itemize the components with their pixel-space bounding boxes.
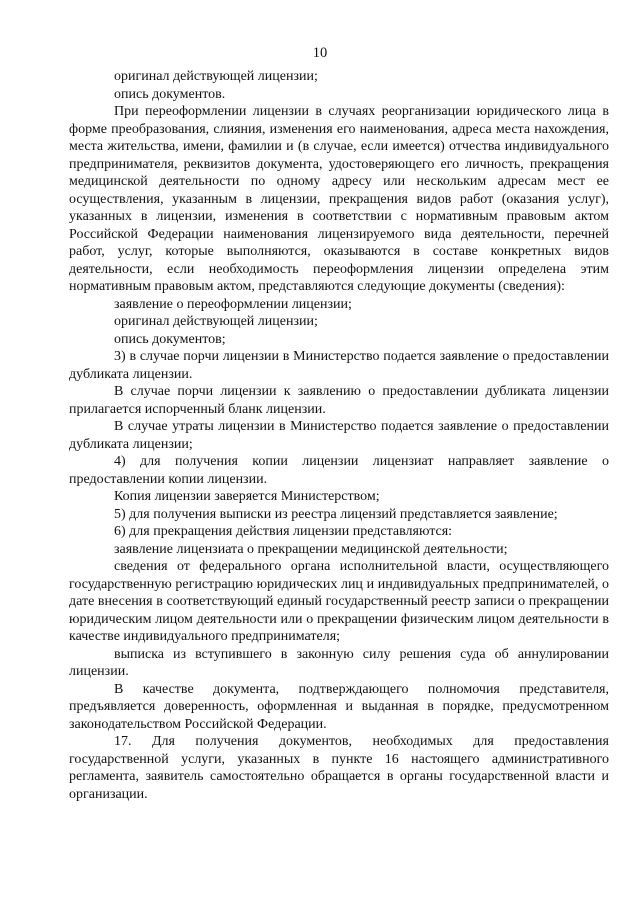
paragraph: опись документов. (114, 86, 226, 102)
paragraph: В случае утраты лицензии в Министерство подается заявление о предоставлении дубликата лицензии; (69, 419, 609, 452)
paragraph: заявление лицензиата о прекращении медицинской деятельности; (114, 541, 508, 557)
paragraph: сведения от федерального органа исполнительной власти, осуществляющего государственную регистрацию юридических лиц и индивидуальных предпринимателей, о дате внесения в соответствующий единый государственный реестр записи о прекращении юридическим лицом деятельности или о прекращении физическим лицом деятельности в качестве индивидуального предпринимателя; (69, 559, 609, 644)
paragraph: заявление о переоформлении лицензии; (114, 296, 352, 312)
page-number: 10 (312, 45, 328, 61)
paragraph: 17. Для получения документов, необходимых для предоставления государственной услуги, указанных в пункте 16 настоящего административного регламента, заявитель самостоятельно обращается в органы государственной власти и организации. (69, 734, 609, 802)
paragraph: 6) для прекращения действия лицензии представляются: (114, 524, 453, 539)
paragraph: Копия лицензии заверяется Министерством; (114, 489, 380, 504)
paragraph: 4) для получения копии лицензии лицензиат направляет заявление о предоставлении копии лицензии. (69, 454, 609, 487)
paragraph: В случае порчи лицензии к заявлению о предоставлении дубликата лицензии прилагается испорченный бланк лицензии. (69, 384, 609, 417)
paragraph: выписка из вступившего в законную силу решения суда об аннулировании лицензии. (69, 646, 609, 679)
paragraph: опись документов; (114, 331, 226, 347)
paragraph: 5) для получения выписки из реестра лицензий представляется заявление; (114, 506, 558, 522)
paragraph: При переоформлении лицензии в случаях реорганизации юридического лица в форме преобразования, слияния, изменения его наименования, адреса места нахождения, места жительства, имени, фамилии и (в случае, если имеется) отчества индивидуального предпринимателя, реквизитов документа, удостоверяющего его личность, прекращения медицинской деятельности по одному адресу или нескольким адресам мест ее осуществления, указанным в лицензии, прекращения видов работ (оказания услуг), указанных в лицензии, изменения в соответствии с нормативным правовым актом Российской Федерации наименования лицензируемого вида деятельности, перечней работ, услуг, которые выполняются, оказываются в составе конкретных видов деятельности, если необходимость переоформления лицензии определена этим нормативным правовым актом, представляются следующие документы (сведения): (69, 104, 609, 294)
paragraph: В качестве документа, подтверждающего полномочия представителя, предъявляется доверенность, оформленная и выданная в порядке, предусмотренном законодательством Российской Федерации. (69, 681, 609, 732)
paragraph: 3) в случае порчи лицензии в Министерство подается заявление о предоставлении дубликата лицензии. (69, 349, 609, 382)
paragraph: оригинал действующей лицензии; (114, 69, 318, 84)
paragraph: оригинал действующей лицензии; (114, 314, 318, 329)
document-body (69, 68, 609, 803)
